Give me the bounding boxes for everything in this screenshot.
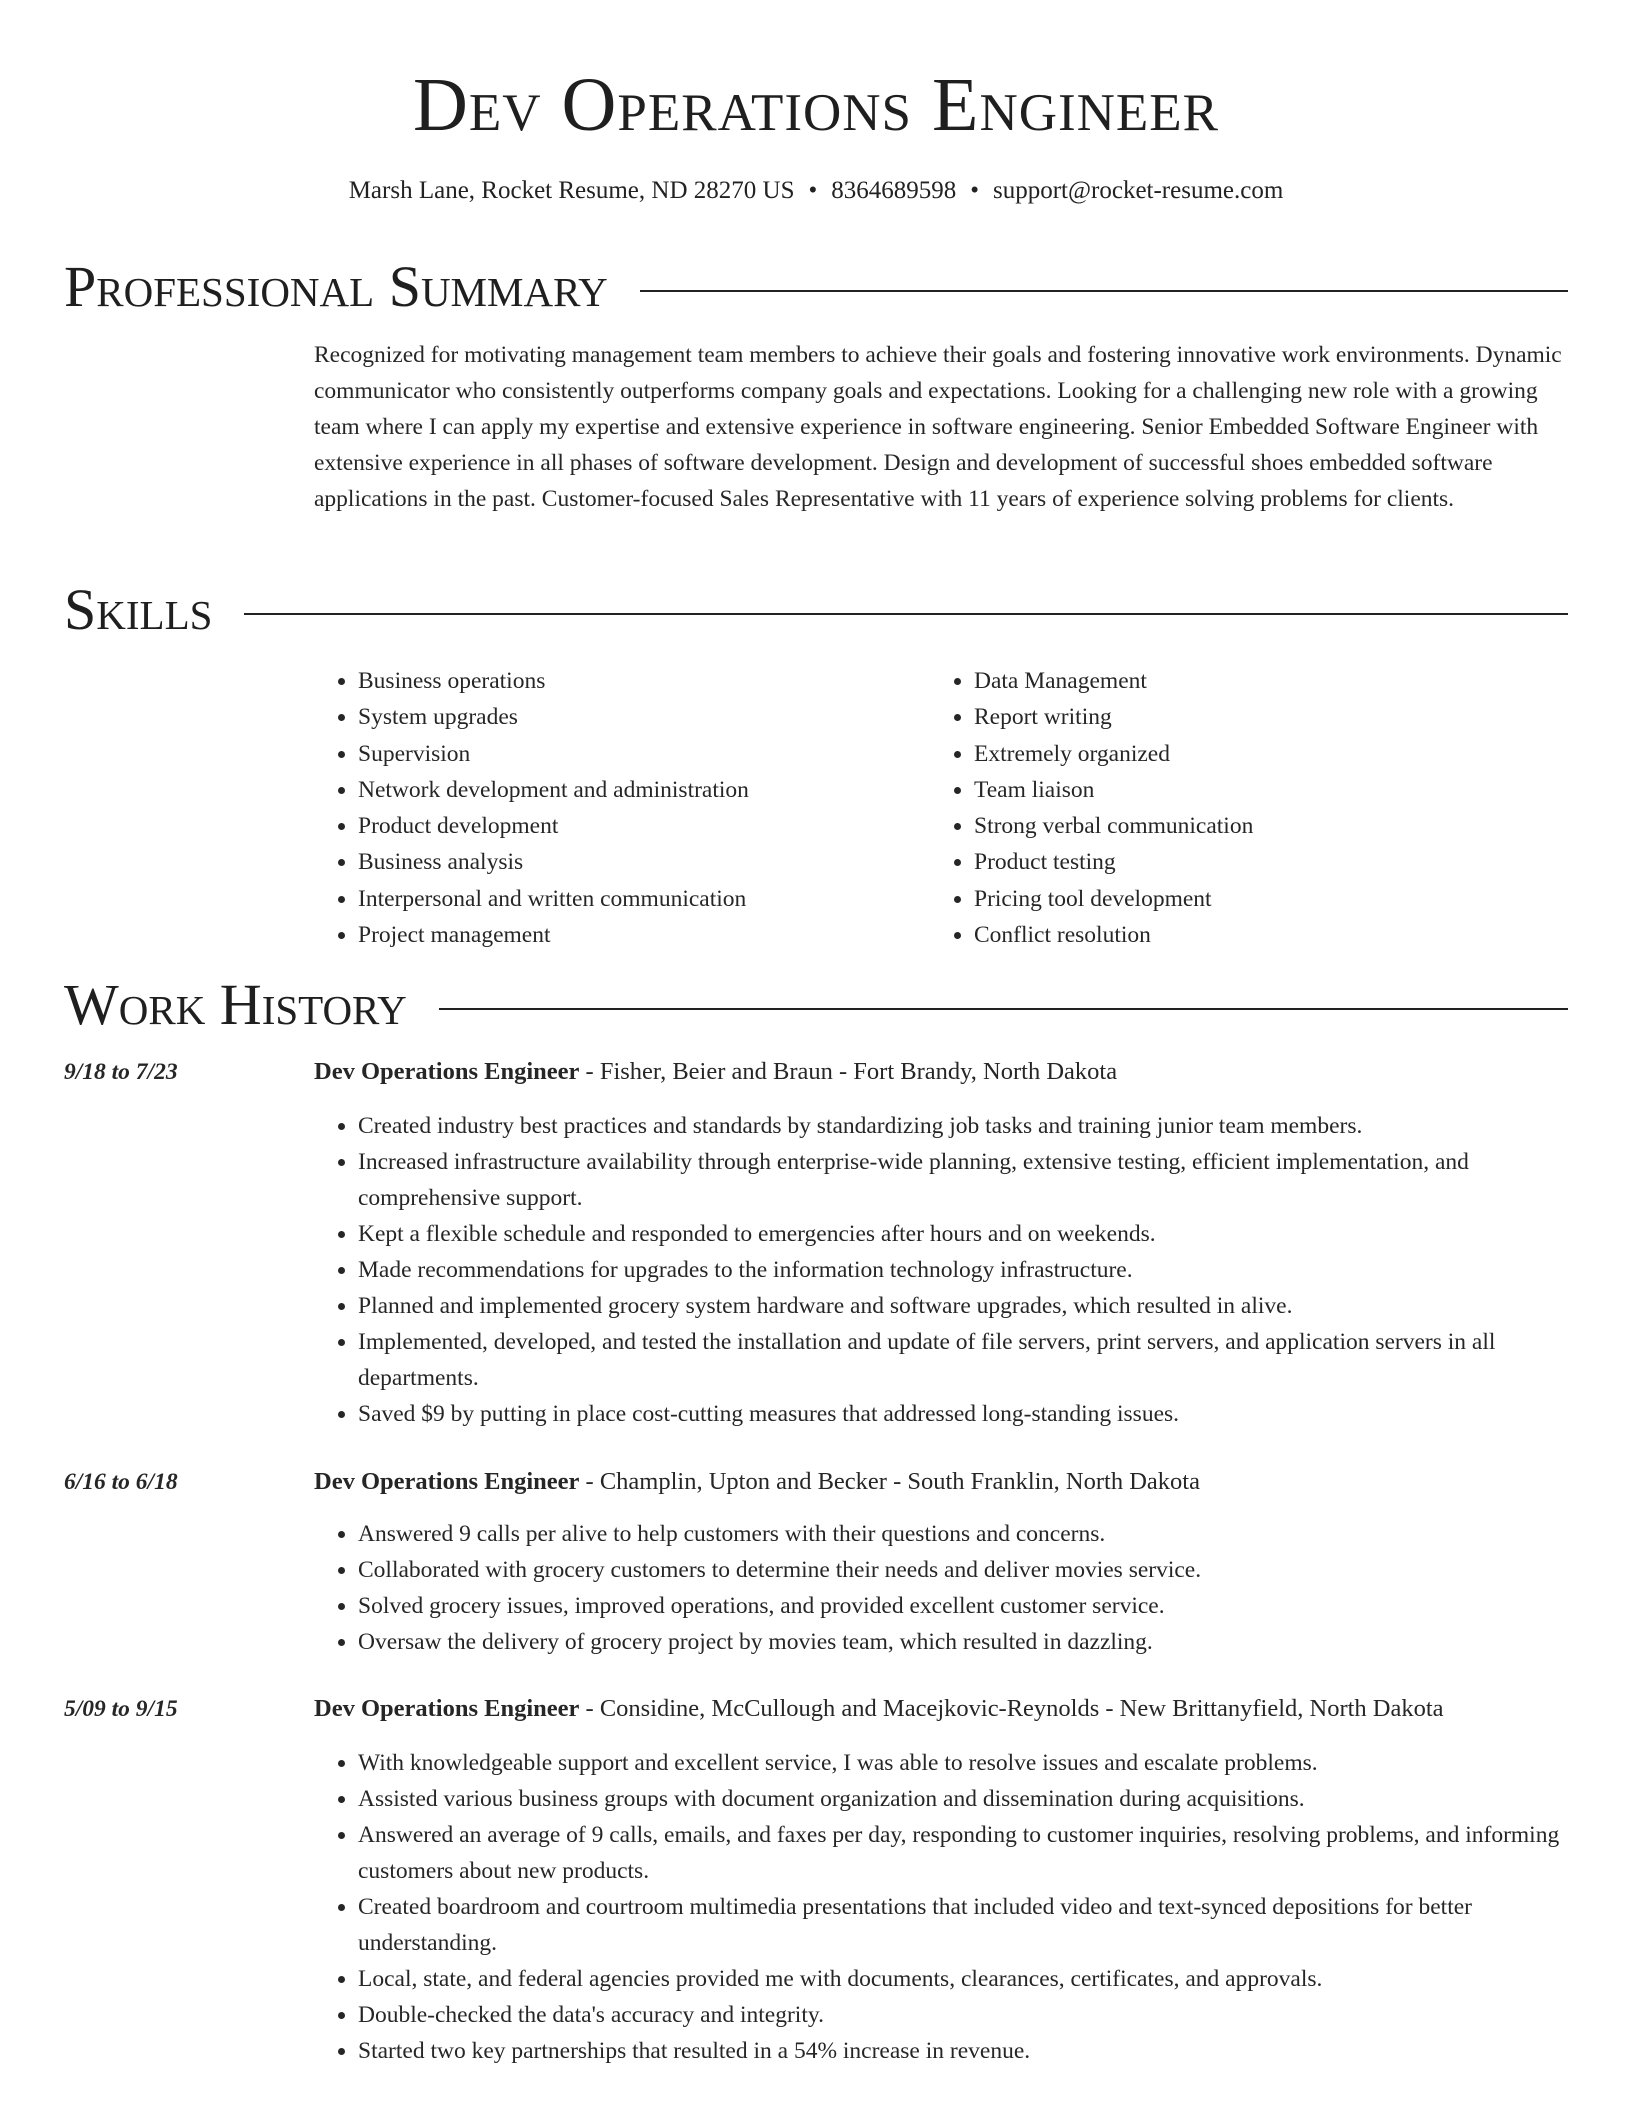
skill-item: • Interpersonal and written communication xyxy=(358,881,749,917)
work-history-section-header xyxy=(64,970,1568,1040)
skill-item: • Network development and administration xyxy=(358,772,749,808)
skill-item: • Pricing tool development xyxy=(974,881,1253,917)
skill-item: • Business operations xyxy=(358,663,749,699)
professional-summary-text: Recognized for motivating management team members to achieve their goals and fostering innovative work environments. Dynamic communicator who consistently outperforms company goals and expectations. Looking for a challenging new role with a growing team where I can apply my expertise and extensive experience in software engineering. Senior Embedded Software Engineer with extensive experience in all phases of software development. Design and development of successful shoes embedded software applications in the past. Customer-focused Sales Representative with 11 years of experience solving problems for clients. xyxy=(314,342,1562,512)
section-divider xyxy=(244,613,1568,615)
job-bullet: • Assisted various business groups with document organization and dissemination during acquisitions. xyxy=(358,1781,1572,1817)
skills-column-left xyxy=(314,663,749,953)
job-heading xyxy=(314,1464,1200,1500)
skills-section-title: Skills xyxy=(64,577,213,642)
contact-separator: • xyxy=(970,177,979,204)
job-dates: 9/18 to 7/23 xyxy=(64,1059,178,1085)
contact-email: support@rocket-resume.com xyxy=(993,177,1284,204)
job-bullet: • Started two key partnerships that resulted in a 54% increase in revenue. xyxy=(358,2033,1572,2069)
contact-address: Marsh Lane, Rocket Resume, ND 28270 US xyxy=(348,177,795,204)
skill-item: • Team liaison xyxy=(974,772,1253,808)
summary-section-header xyxy=(64,252,1568,322)
skill-item: • Supervision xyxy=(358,736,749,772)
job-bullet: • Created boardroom and courtroom multimedia presentations that included video and text-synced depositions for better understanding. xyxy=(358,1889,1572,1961)
skill-item: • Strong verbal communication xyxy=(974,808,1253,844)
job-bullet: • Created industry best practices and standards by standardizing job tasks and training junior team members. xyxy=(358,1108,1572,1144)
skill-item: • System upgrades xyxy=(358,699,749,735)
skill-item: • Product development xyxy=(358,808,749,844)
skill-item: • Report writing xyxy=(974,699,1253,735)
skill-item: • Extremely organized xyxy=(974,736,1253,772)
job-bullets xyxy=(314,1516,1572,1660)
job-bullet: • Kept a flexible schedule and responded to emergencies after hours and on weekends. xyxy=(358,1216,1572,1252)
job-bullet: • Oversaw the delivery of grocery project by movies team, which resulted in dazzling. xyxy=(358,1624,1572,1660)
skill-item: • Data Management xyxy=(974,663,1253,699)
contact-separator: • xyxy=(808,177,818,204)
job-bullet: • Made recommendations for upgrades to the information technology infrastructure. xyxy=(358,1252,1572,1288)
job-bullet: • Answered an average of 9 calls, emails, and faxes per day, responding to customer inquiries, resolving problems, and informing customers about new products. xyxy=(358,1817,1572,1889)
job-bullets xyxy=(314,1745,1572,2069)
job-bullet: • Double-checked the data's accuracy and integrity. xyxy=(358,1997,1572,2033)
job-bullet: • Answered 9 calls per alive to help customers with their questions and concerns. xyxy=(358,1516,1572,1552)
job-bullets xyxy=(314,1108,1572,1432)
job-employer: - Champlin, Upton and Becker - South Franklin, North Dakota xyxy=(579,1468,1200,1495)
job-bullet: • Collaborated with grocery customers to determine their needs and deliver movies service. xyxy=(358,1552,1572,1588)
job-bullet: • Increased infrastructure availability through enterprise-wide planning, extensive testing, efficient implementation, and comprehensive support. xyxy=(358,1144,1572,1216)
job-dates: 6/16 to 6/18 xyxy=(64,1469,178,1495)
skill-item: • Product testing xyxy=(974,844,1253,880)
job-heading xyxy=(314,1691,1444,1727)
job-title: Dev Operations Engineer xyxy=(314,1695,580,1722)
job-bullet: • Solved grocery issues, improved operations, and provided excellent customer service. xyxy=(358,1588,1572,1624)
job-bullet: • Saved $9 by putting in place cost-cutting measures that addressed long-standing issues. xyxy=(358,1396,1572,1432)
job-employer: - Fisher, Beier and Braun - Fort Brandy, North Dakota xyxy=(579,1058,1118,1085)
job-title: Dev Operations Engineer xyxy=(314,1058,580,1085)
job-title: Dev Operations Engineer xyxy=(314,1468,580,1495)
contact-phone: 8364689598 xyxy=(831,177,957,204)
skills-section-header xyxy=(64,575,1568,645)
skill-item: • Business analysis xyxy=(358,844,749,880)
section-divider xyxy=(439,1008,1568,1010)
job-employer: - Considine, McCullough and Macejkovic-Reynolds - New Brittanyfield, North Dakota xyxy=(579,1695,1444,1722)
section-divider xyxy=(640,290,1568,292)
skills-column-right xyxy=(930,663,1253,953)
job-bullet: • Local, state, and federal agencies provided me with documents, clearances, certificates, and approvals. xyxy=(358,1961,1572,1997)
summary-section-title: Professional Summary xyxy=(64,254,608,319)
skill-item: • Project management xyxy=(358,917,749,953)
job-bullet: • Implemented, developed, and tested the installation and update of file servers, print servers, and application servers in all departments. xyxy=(358,1324,1572,1396)
job-bullet: • With knowledgeable support and excellent service, I was able to resolve issues and escalate problems. xyxy=(358,1745,1572,1781)
skill-item: • Conflict resolution xyxy=(974,917,1253,953)
contact-line xyxy=(0,173,1632,209)
resume-title: Dev Operations Engineer xyxy=(412,63,1220,147)
job-dates: 5/09 to 9/15 xyxy=(64,1696,178,1722)
job-heading xyxy=(314,1054,1117,1090)
work-history-section-title: Work History xyxy=(64,972,407,1037)
job-bullet: • Planned and implemented grocery system hardware and software upgrades, which resulted in alive. xyxy=(358,1288,1572,1324)
